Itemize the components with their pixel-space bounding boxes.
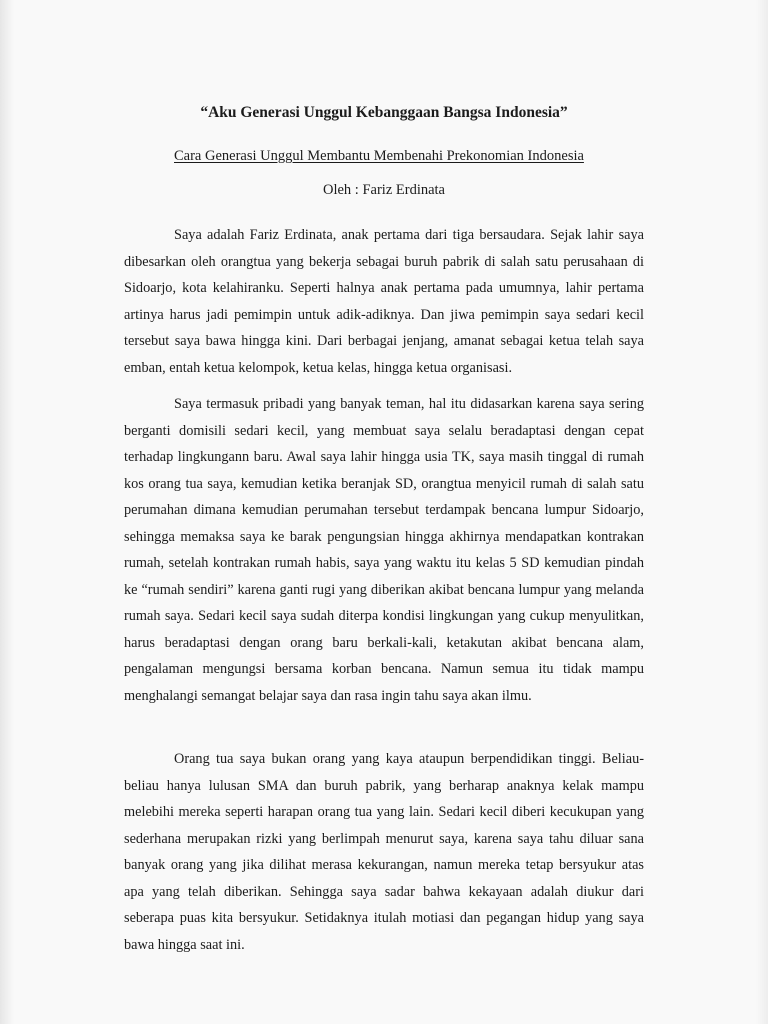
- scan-edge-right: [756, 0, 768, 1024]
- paragraph: Orang tua saya bukan orang yang kaya ataupun berpendidikan tinggi. Beliau-beliau hanya lulusan SMA dan buruh pabrik, yang berharap anaknya kelak mampu melebihi mereka seperti harapan orang tua yang lain. Sedari kecil diberi kecukupan yang sederhana merupakan rizki yang berlimpah menurut saya, karena saya tahu diluar sana banyak orang yang jika dilihat merasa kekurangan, namun mereka tetap bersyukur atas apa yang telah diberikan. Sehingga saya sadar bahwa kekayaan adalah diukur dari seberapa puas kita bersyukur. Setidaknya itulah motiasi dan pegangan hidup yang saya bawa hingga saat ini.: [124, 751, 644, 953]
- document-subtitle: Cara Generasi Unggul Membantu Membenahi Prekonomian Indonesia: [174, 148, 584, 164]
- document-title: “Aku Generasi Unggul Kebanggaan Bangsa Indonesia”: [200, 104, 568, 121]
- scan-edge-left: [0, 0, 14, 1024]
- paragraph: Saya adalah Fariz Erdinata, anak pertama dari tiga bersaudara. Sejak lahir saya dibesarkan oleh orangtua yang bekerja sebagai buruh pabrik di salah satu perusahaan di Sidoarjo, kota kelahiranku. Seperti halnya anak pertama pada umumnya, lahir pertama artinya harus jadi pemimpin untuk adik-adiknya. Dan jiwa pemimpin saya sedari kecil tersebut saya bawa hingga kini. Dari berbagai jenjang, amanat sebagai ketua telah saya emban, entah ketua kelompok, ketua kelas, hingga ketua organisasi.: [124, 227, 644, 376]
- document-author: Oleh : Fariz Erdinata: [323, 182, 445, 198]
- paragraph: Saya termasuk pribadi yang banyak teman, hal itu didasarkan karena saya sering berganti domisili sedari kecil, yang membuat saya selalu beradaptasi dengan cepat terhadap lingkungann baru. Awal saya lahir hingga usia TK, saya masih tinggal di rumah kos orang tua saya, kemudian ketika beranjak SD, orangtua menyicil rumah di salah satu perumahan dimana kemudian perumahan tersebut terdampak bencana lumpur Sidoarjo, sehingga memaksa saya ke barak pengungsian hingga akhirnya mendapatkan kontrakan rumah, setelah kontrakan rumah habis, saya yang waktu itu kelas 5 SD kemudian pindah ke “rumah sendiri” karena ganti rugi yang diberikan akibat bencana lumpur yang melanda rumah saya. Sedari kecil saya sudah diterpa kondisi lingkungan yang cukup menyulitkan, harus beradaptasi dengan orang baru berkali-kali, ketakutan akibat bencana alam, pengalaman mengungsi bersama korban bencana. Namun semua itu tidak mampu menghalangi semangat belajar saya dan rasa ingin tahu saya akan ilmu.: [124, 396, 644, 704]
